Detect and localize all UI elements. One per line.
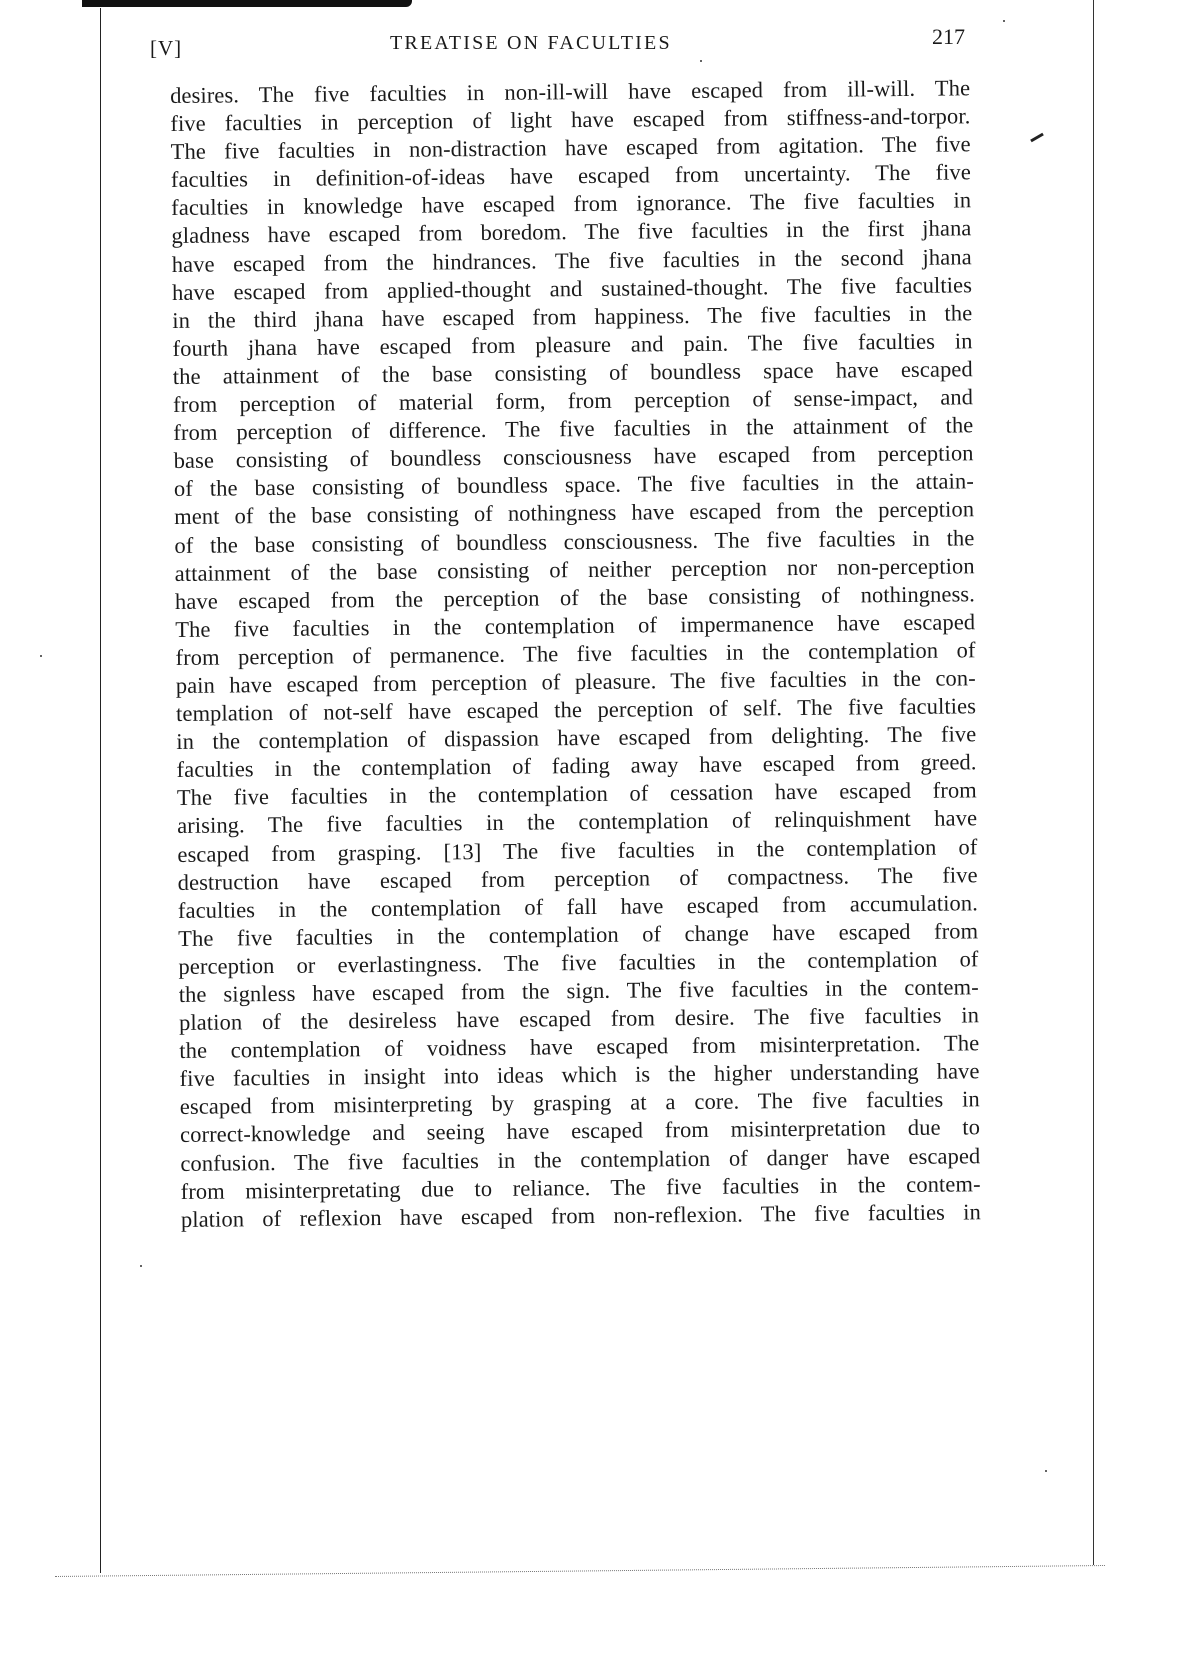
- chapter-marker: [V]: [150, 36, 183, 60]
- text-line: The five faculties in the contemplation of change have escaped from: [178, 918, 979, 951]
- text-line: The five faculties in the contemplation of impermanence have escaped: [175, 609, 976, 642]
- text-line: escaped from misinterpreting by grasping at a core. The five faculties in: [179, 1086, 980, 1120]
- text-line: attainment of the base consisting of neither perception nor non-perception: [174, 552, 975, 586]
- text-line: plation of reflexion have escaped from non-reflexion. The five faculties in: [180, 1199, 981, 1232]
- text-line: correct-knowledge and seeing have escaped from misinterpretation due to: [179, 1114, 981, 1148]
- text-line: in the contemplation of dispassion have escaped from delighting. The five: [176, 721, 977, 755]
- text-line: faculties in definition-of-ideas have escaped from uncertainty. The five: [170, 159, 972, 193]
- text-line: The five faculties in the contemplation of cessation have escaped from: [176, 777, 977, 811]
- text-line: faculties in the contemplation of fall have escaped from accumulation.: [177, 890, 979, 923]
- text-line: from perception of material form, from perception of sense-impact, and: [172, 384, 974, 418]
- page-border-left: [100, 8, 101, 1573]
- text-line: fourth jhana have escaped from pleasure and pain. The five faculties in: [172, 328, 973, 361]
- text-line: templation of not-self have escaped the perception of self. The five faculties: [175, 693, 977, 727]
- text-line: of the base consisting of boundless space. The five faculties in the attain-: [173, 468, 974, 502]
- text-line: ment of the base consisting of nothingness have escaped from the perception: [174, 496, 975, 530]
- scan-speck: [1003, 20, 1005, 22]
- text-line: confusion. The five faculties in the contemplation of danger have escaped: [180, 1142, 981, 1176]
- text-line: five faculties in perception of light have escaped from stiffness-and-torpor.: [170, 103, 971, 137]
- text-line: perception or everlastingness. The five faculties in the contemplation of: [178, 946, 979, 979]
- text-line: gladness have escaped from boredom. The five faculties in the first jhana: [171, 215, 972, 249]
- text-line: in the third jhana have escaped from happiness. The five faculties in the: [172, 300, 973, 333]
- text-line: base consisting of boundless consciousness have escaped from perception: [173, 440, 974, 474]
- text-line: of the base consisting of boundless consciousness. The five faculties in the: [174, 524, 975, 558]
- text-line: arising. The five faculties in the contemplation of relinquishment have: [177, 805, 978, 839]
- text-line: the contemplation of voidness have escaped from misinterpretation. The: [179, 1030, 980, 1064]
- text-line: have escaped from applied-thought and sustained-thought. The five faculties: [171, 271, 973, 305]
- page-border-right: [1093, 0, 1094, 1565]
- scan-edge-shadow: [82, 0, 412, 7]
- running-title: TREATISE ON FACULTIES: [390, 32, 672, 54]
- text-line: plation of the desireless have escaped from desire. The five faculties in: [178, 1002, 980, 1036]
- running-header: [150, 24, 990, 64]
- text-line: the attainment of the base consisting of boundless space have escaped: [172, 356, 973, 389]
- text-line: desires. The five faculties in non-ill-will have escaped from ill-will. The: [170, 75, 971, 108]
- scan-speck: [140, 1265, 142, 1267]
- text-line: five faculties in insight into ideas which is the higher understanding have: [179, 1058, 980, 1092]
- text-line: from misinterpretating due to reliance. The five faculties in the contem-: [180, 1170, 981, 1204]
- page-number: 217: [932, 24, 965, 49]
- text-line: pain have escaped from perception of pleasure. The five faculties in the con-: [175, 665, 976, 698]
- scan-speck: [40, 655, 42, 657]
- text-line: faculties in knowledge have escaped from ignorance. The five faculties in: [171, 187, 972, 221]
- margin-pen-mark: [1030, 133, 1044, 143]
- text-line: The five faculties in non-distraction have escaped from agitation. The five: [170, 131, 971, 165]
- scan-edge-bottom: [55, 1565, 1105, 1579]
- text-line: from perception of permanence. The five faculties in the contemplation of: [175, 637, 976, 670]
- text-line: have escaped from the perception of the base consisting of nothingness.: [174, 580, 976, 614]
- scan-speck: [1045, 1470, 1047, 1472]
- text-line: from perception of difference. The five faculties in the attainment of the: [173, 412, 974, 446]
- text-line: escaped from grasping. [13] The five faculties in the contemplation of: [177, 833, 978, 867]
- text-line: destruction have escaped from perception of compactness. The five: [177, 861, 978, 895]
- text-line: the signless have escaped from the sign. The five faculties in the contem-: [178, 974, 979, 1007]
- text-line: have escaped from the hindrances. The five faculties in the second jhana: [171, 243, 972, 277]
- body-text: [170, 74, 981, 1233]
- text-line: faculties in the contemplation of fading away have escaped from greed.: [176, 749, 977, 783]
